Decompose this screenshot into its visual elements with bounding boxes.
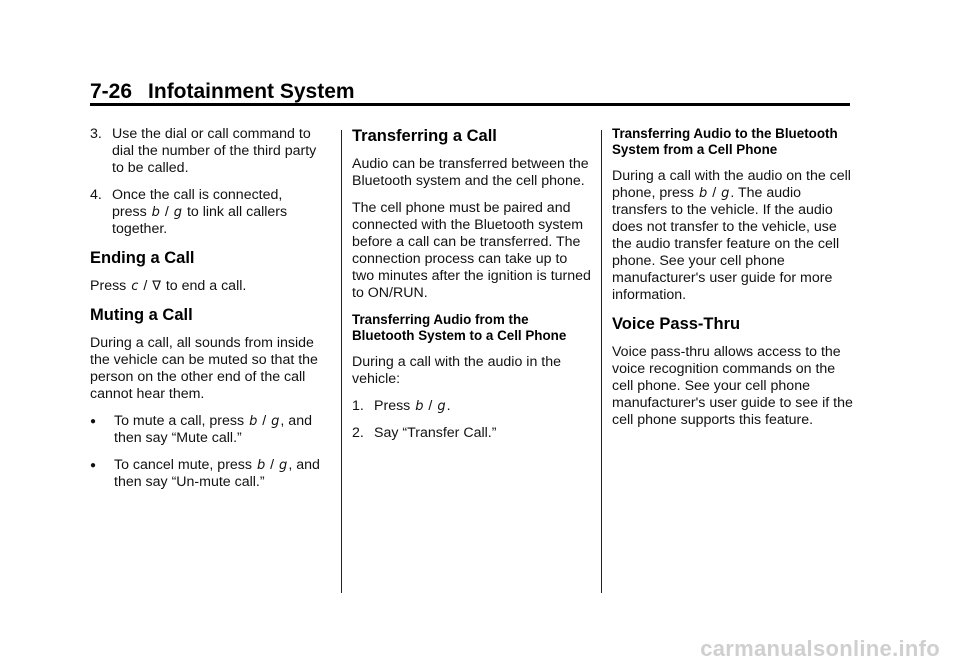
phone-icon: b (698, 186, 708, 201)
bullet-post: , and then say “Un-mute call.” (114, 457, 320, 490)
transfer-to-system-subheading: Transferring Audio to the Bluetooth System from a Cell Phone (612, 126, 838, 157)
paragraph: Audio can be transferred between the Bluetooth system and the cell phone. (352, 156, 589, 189)
step-pre: Press (374, 398, 411, 414)
bullet-text (114, 457, 330, 491)
column-divider-2 (601, 130, 602, 593)
phone-icon: b (151, 205, 160, 220)
phone-icon: b (249, 414, 258, 429)
paragraph (612, 168, 857, 304)
para-post: . The audio transfers to the vehicle. If the audio does not transfer to the vehicle, use the audio transfer feature on the cell phone. See your cell phone manufacturer's user guide for more information. (612, 185, 840, 303)
bullet-pre: To mute a call, press (114, 413, 245, 429)
bullet-pre: To cancel mute, press (114, 457, 252, 473)
column-3 (612, 126, 857, 439)
bullet-item (90, 413, 330, 447)
icon-separator: / (424, 398, 437, 414)
step-number: 3. (90, 126, 102, 142)
phone-icon: b (415, 399, 424, 414)
step-2 (352, 425, 592, 442)
voice-icon: g (271, 414, 280, 429)
step-text: Use the dial or call command to dial the number of the third party to be called. (112, 126, 317, 176)
step-text (112, 187, 330, 238)
ending-pre: Press (90, 278, 127, 294)
page-number: 7-26 (90, 80, 133, 103)
para-pre: During a call with the audio on the cell phone, press (612, 168, 851, 201)
bullet-dot: ● (90, 460, 97, 471)
bullet-post: , and then say “Mute call.” (114, 413, 312, 446)
bullet-dot: ● (90, 416, 97, 427)
voice-icon: g (721, 186, 730, 201)
page-title: Infotainment System (148, 80, 355, 103)
step-number: 4. (90, 187, 102, 203)
voice-icon: g (437, 399, 446, 414)
paragraph: During a call with the audio in the vehicle: (352, 354, 561, 387)
bullet-item (90, 457, 330, 491)
voice-icon: g (173, 205, 183, 220)
phone-icon: b (256, 458, 266, 473)
page-header (90, 80, 355, 104)
step-post: . (446, 398, 451, 414)
step-text-a: Once the call is connected, (112, 187, 283, 203)
step-number: 1. (352, 398, 364, 414)
column-2 (352, 126, 592, 452)
icon-separator: / (266, 457, 279, 473)
step-text-c: to link all callers together. (112, 204, 288, 237)
ending-call-text (90, 278, 330, 295)
transferring-call-heading: Transferring a Call (352, 127, 497, 145)
column-1 (90, 126, 330, 501)
voice-icon: g (279, 458, 288, 473)
icon-separator: / (708, 185, 721, 201)
bullet-text (114, 413, 330, 447)
header-rule (90, 103, 850, 106)
step-text-b: press (112, 204, 147, 220)
voice-pass-thru-heading: Voice Pass-Thru (612, 315, 741, 333)
muting-call-heading: Muting a Call (90, 306, 193, 324)
mute-icon: ∇ (152, 279, 161, 294)
step-text: Say “Transfer Call.” (374, 425, 497, 441)
icon-separator: / (160, 204, 173, 220)
watermark: carmanualsonline.info (700, 636, 940, 661)
paragraph: Voice pass-thru allows access to the voice recognition commands on the cell phone. See your cell phone manufacturer's user guide to see if the cell phone supports this feature. (612, 344, 853, 428)
muting-call-paragraph: During a call, all sounds from inside the vehicle can be muted so that the person on the other end of the call cannot hear them. (90, 335, 318, 402)
step-number: 2. (352, 425, 364, 441)
step-3 (90, 126, 330, 177)
step-4 (90, 187, 330, 238)
end-call-icon: c (131, 279, 139, 294)
icon-separator: / (258, 413, 271, 429)
step-1 (352, 398, 592, 415)
ending-post: to end a call. (165, 278, 247, 294)
ending-call-heading: Ending a Call (90, 249, 195, 267)
paragraph: The cell phone must be paired and connected with the Bluetooth system before a call can be transferred. The connection process can take up to two minutes after the ignition is turned to ON/RUN. (352, 200, 591, 301)
step-text (374, 398, 592, 415)
transfer-to-phone-subheading: Transferring Audio from the Bluetooth System to a Cell Phone (352, 312, 567, 343)
icon-separator: / (139, 278, 152, 294)
column-divider-1 (341, 130, 342, 593)
